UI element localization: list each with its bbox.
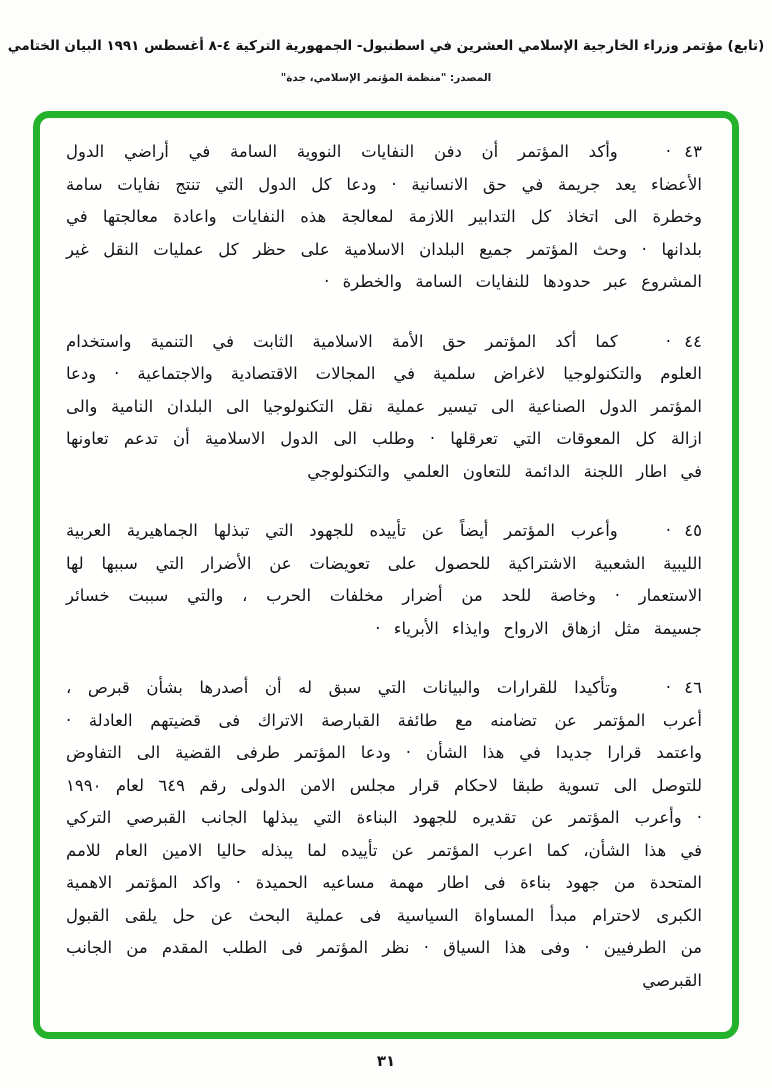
paragraph-45-text: وأعرب المؤتمر أيضاً عن تأييده للجهود التي تبذلها الجماهيرية العربية الليبية الشعبية الاشتراكية للحصول على تعويضات عن الأضرار التي سببها لها الاستعمار · وخاصة للحد من أضرار مخلفات الحرب ، والتي سببت خسائر جسيمة مثل ازهاق الارواح وايذاء الأبرياء · [66,521,702,638]
paragraph-43-text: وأكد المؤتمر أن دفن النفايات النووية السامة في أراضي الدول الأعضاء يعد جريمة في حق الانسانية · ودعا كل الدول التي تنتج نفايات سامة وخطرة الى اتخاذ كل التدابير اللازمة لمعالجة هذه النفايات واعادة معالجتها في بلدانها · وحث المؤتمر جميع البلدان الاسلامية على حظر كل عمليات النقل غير المشروع عبر حدودها للنفايات السامة والخطرة · [66,142,702,291]
paragraph-43 [66,136,702,299]
paragraph-46 [66,672,702,997]
paragraph-44-text: كما أكد المؤتمر حق الأمة الاسلامية الثابت في التنمية واستخدام العلوم والتكنولوجيا لاغراض سلمية في المجالات الاقتصادية والاجتماعية · ودعا المؤتمر الدول الصناعية الى تيسير عملية نقل التكنولوجيا الى البلدان النامية والى ازالة كل المعوقات التي تعرقلها · وطلب الى الدول الاسلامية أن تدعم تعاونها في اطار اللجنة الدائمة للتعاون العلمي والتكنولوجي [66,331,702,481]
paragraph-46-text: وتأكيدا للقرارات والبيانات التي سبق له أن أصدرها بشأن قبرص ، أعرب المؤتمر عن تضامنه مع طائفة القبارصة الاتراك فى قضيتهم العادلة · واعتمد قرارا جديدا في هذا الشأن · ودعا المؤتمر طرفى القضية الى التفاوض للتوصل الى تسوية طبقا لاحكام قرار مجلس الامن الدولى رقم ٦٤٩ لعام ١٩٩٠ · وأعرب المؤتمر عن تقديره للجهود البناءة التي يبذلها الجانب القبرصي التركي في هذا الشأن، كما اعرب المؤتمر عن تأييده لما يبذله حاليا الامين العام للامم المتحدة من جهود بناءة فى اطار مهمة مساعيه الحميدة · واكد المؤتمر الاهمية الكبرى لاحترام مبدأ المساواة السياسية فى عملية البحث عن حل يلقى القبول من الطرفيين · وفى هذا السياق · نظر المؤتمر فى الطلب المقدم من الجانب القبرصي [66,678,702,990]
paragraph-44 [66,326,702,489]
paragraph-44-number: ٤٤ · [665,331,702,351]
paragraph-43-number: ٤٣ · [665,142,702,161]
document-source-line: المصدر: "منظمة المؤتمر الإسلامي، جدة" [280,72,492,84]
paragraph-46-number: ٤٦ · [665,678,702,697]
document-header-title: (تابع) مؤتمر وزراء الخارجية الإسلامي العشرين في اسطنبول- الجمهورية التركية ٤-٨ أغسطس ١٩٩١ البيان الختامي [7,38,765,54]
paragraph-45 [66,515,702,645]
page-number: ٣١ [376,1052,396,1070]
paragraph-45-number: ٤٥ · [665,521,702,540]
highlight-border-box [33,111,739,1039]
